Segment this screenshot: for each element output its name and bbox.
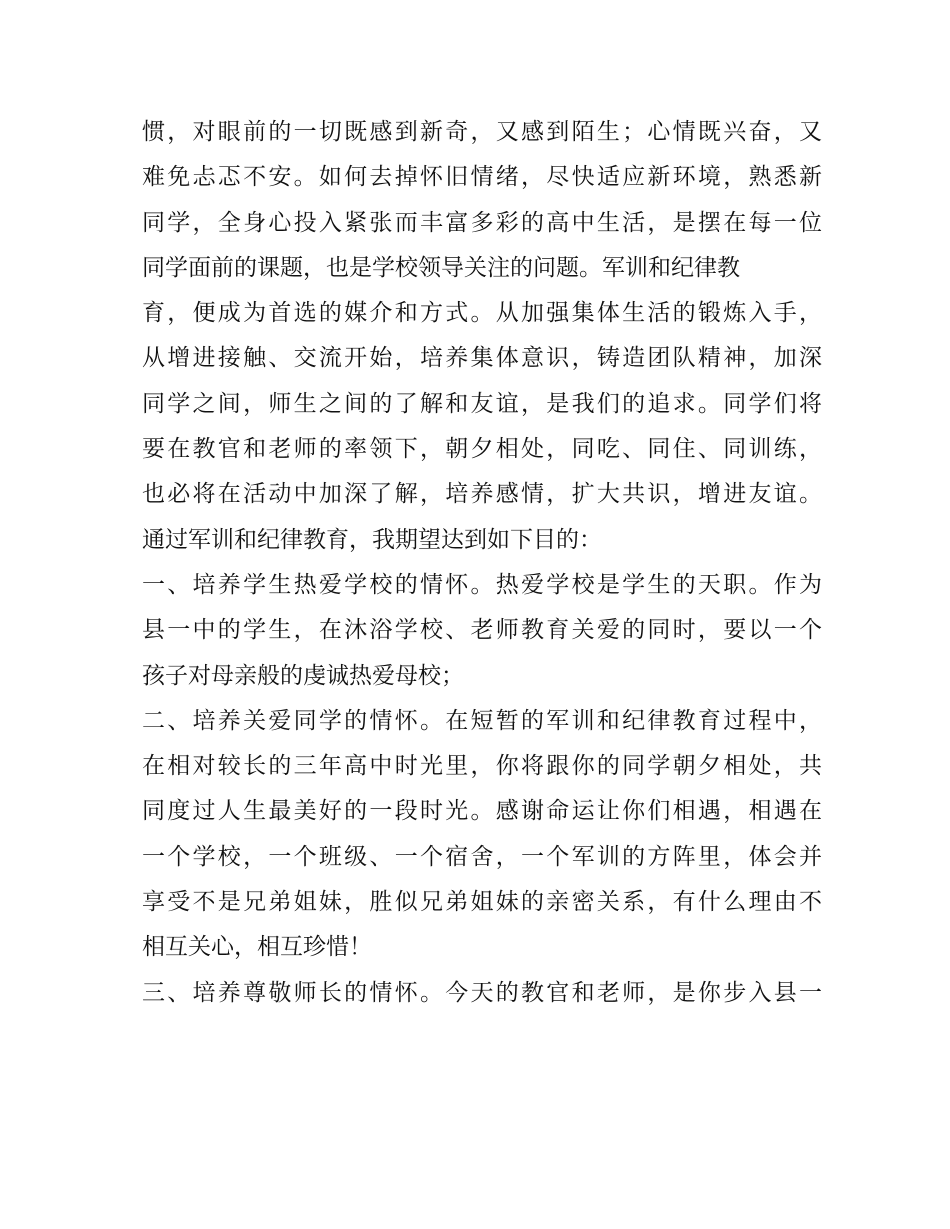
document-body: [142, 110, 822, 1016]
text-line: 在相对较长的三年高中时光里，你将跟你的同学朝夕相处，共: [142, 753, 822, 780]
text-line: 难免忐忑不安。如何去掉怀旧情绪，尽快适应新环境，熟悉新: [142, 164, 822, 191]
text-line: 二、培养关爱同学的情怀。在短暂的军训和纪律教育过程中，: [142, 707, 822, 734]
text-line: 同学，全身心投入紧张而丰富多彩的高中生活，是摆在每一位: [142, 209, 822, 236]
text-line: 育，便成为首选的媒介和方式。从加强集体生活的锻炼入手，: [142, 300, 822, 327]
text-line: 孩子对母亲般的虔诚热爱母校；: [142, 662, 464, 689]
text-line: 县一中的学生，在沐浴学校、老师教育关爱的同时，要以一个: [142, 617, 822, 644]
text-line: 从增进接触、交流开始，培养集体意识，铸造团队精神，加深: [142, 345, 822, 372]
text-line: 一个学校，一个班级、一个宿舍，一个军训的方阵里，体会并: [142, 843, 822, 870]
text-line: 也必将在活动中加深了解，培养感情，扩大共识，增进友谊。: [142, 481, 822, 508]
text-line: 同学之间，师生之间的了解和友谊，是我们的追求。同学们将: [142, 390, 822, 417]
text-line: 惯，对眼前的一切既感到新奇，又感到陌生；心情既兴奋，又: [142, 119, 822, 145]
text-line: 通过军训和纪律教育，我期望达到如下目的：: [142, 526, 602, 553]
text-line: 一、培养学生热爱学校的情怀。热爱学校是学生的天职。作为: [142, 571, 822, 598]
text-line: 要在教官和老师的率领下，朝夕相处，同吃、同住、同训练，: [142, 436, 822, 463]
text-line: 相互关心，相互珍惜！: [142, 934, 372, 961]
text-line: 同学面前的课题，也是学校领导关注的问题。军训和纪律教: [142, 254, 740, 281]
text-line: 三、培养尊敬师长的情怀。今天的教官和老师，是你步入县一: [142, 979, 822, 1006]
text-line: 同度过人生最美好的一段时光。感谢命运让你们相遇，相遇在: [142, 798, 822, 825]
text-line: 享受不是兄弟姐妹，胜似兄弟姐妹的亲密关系，有什么理由不: [142, 889, 822, 916]
